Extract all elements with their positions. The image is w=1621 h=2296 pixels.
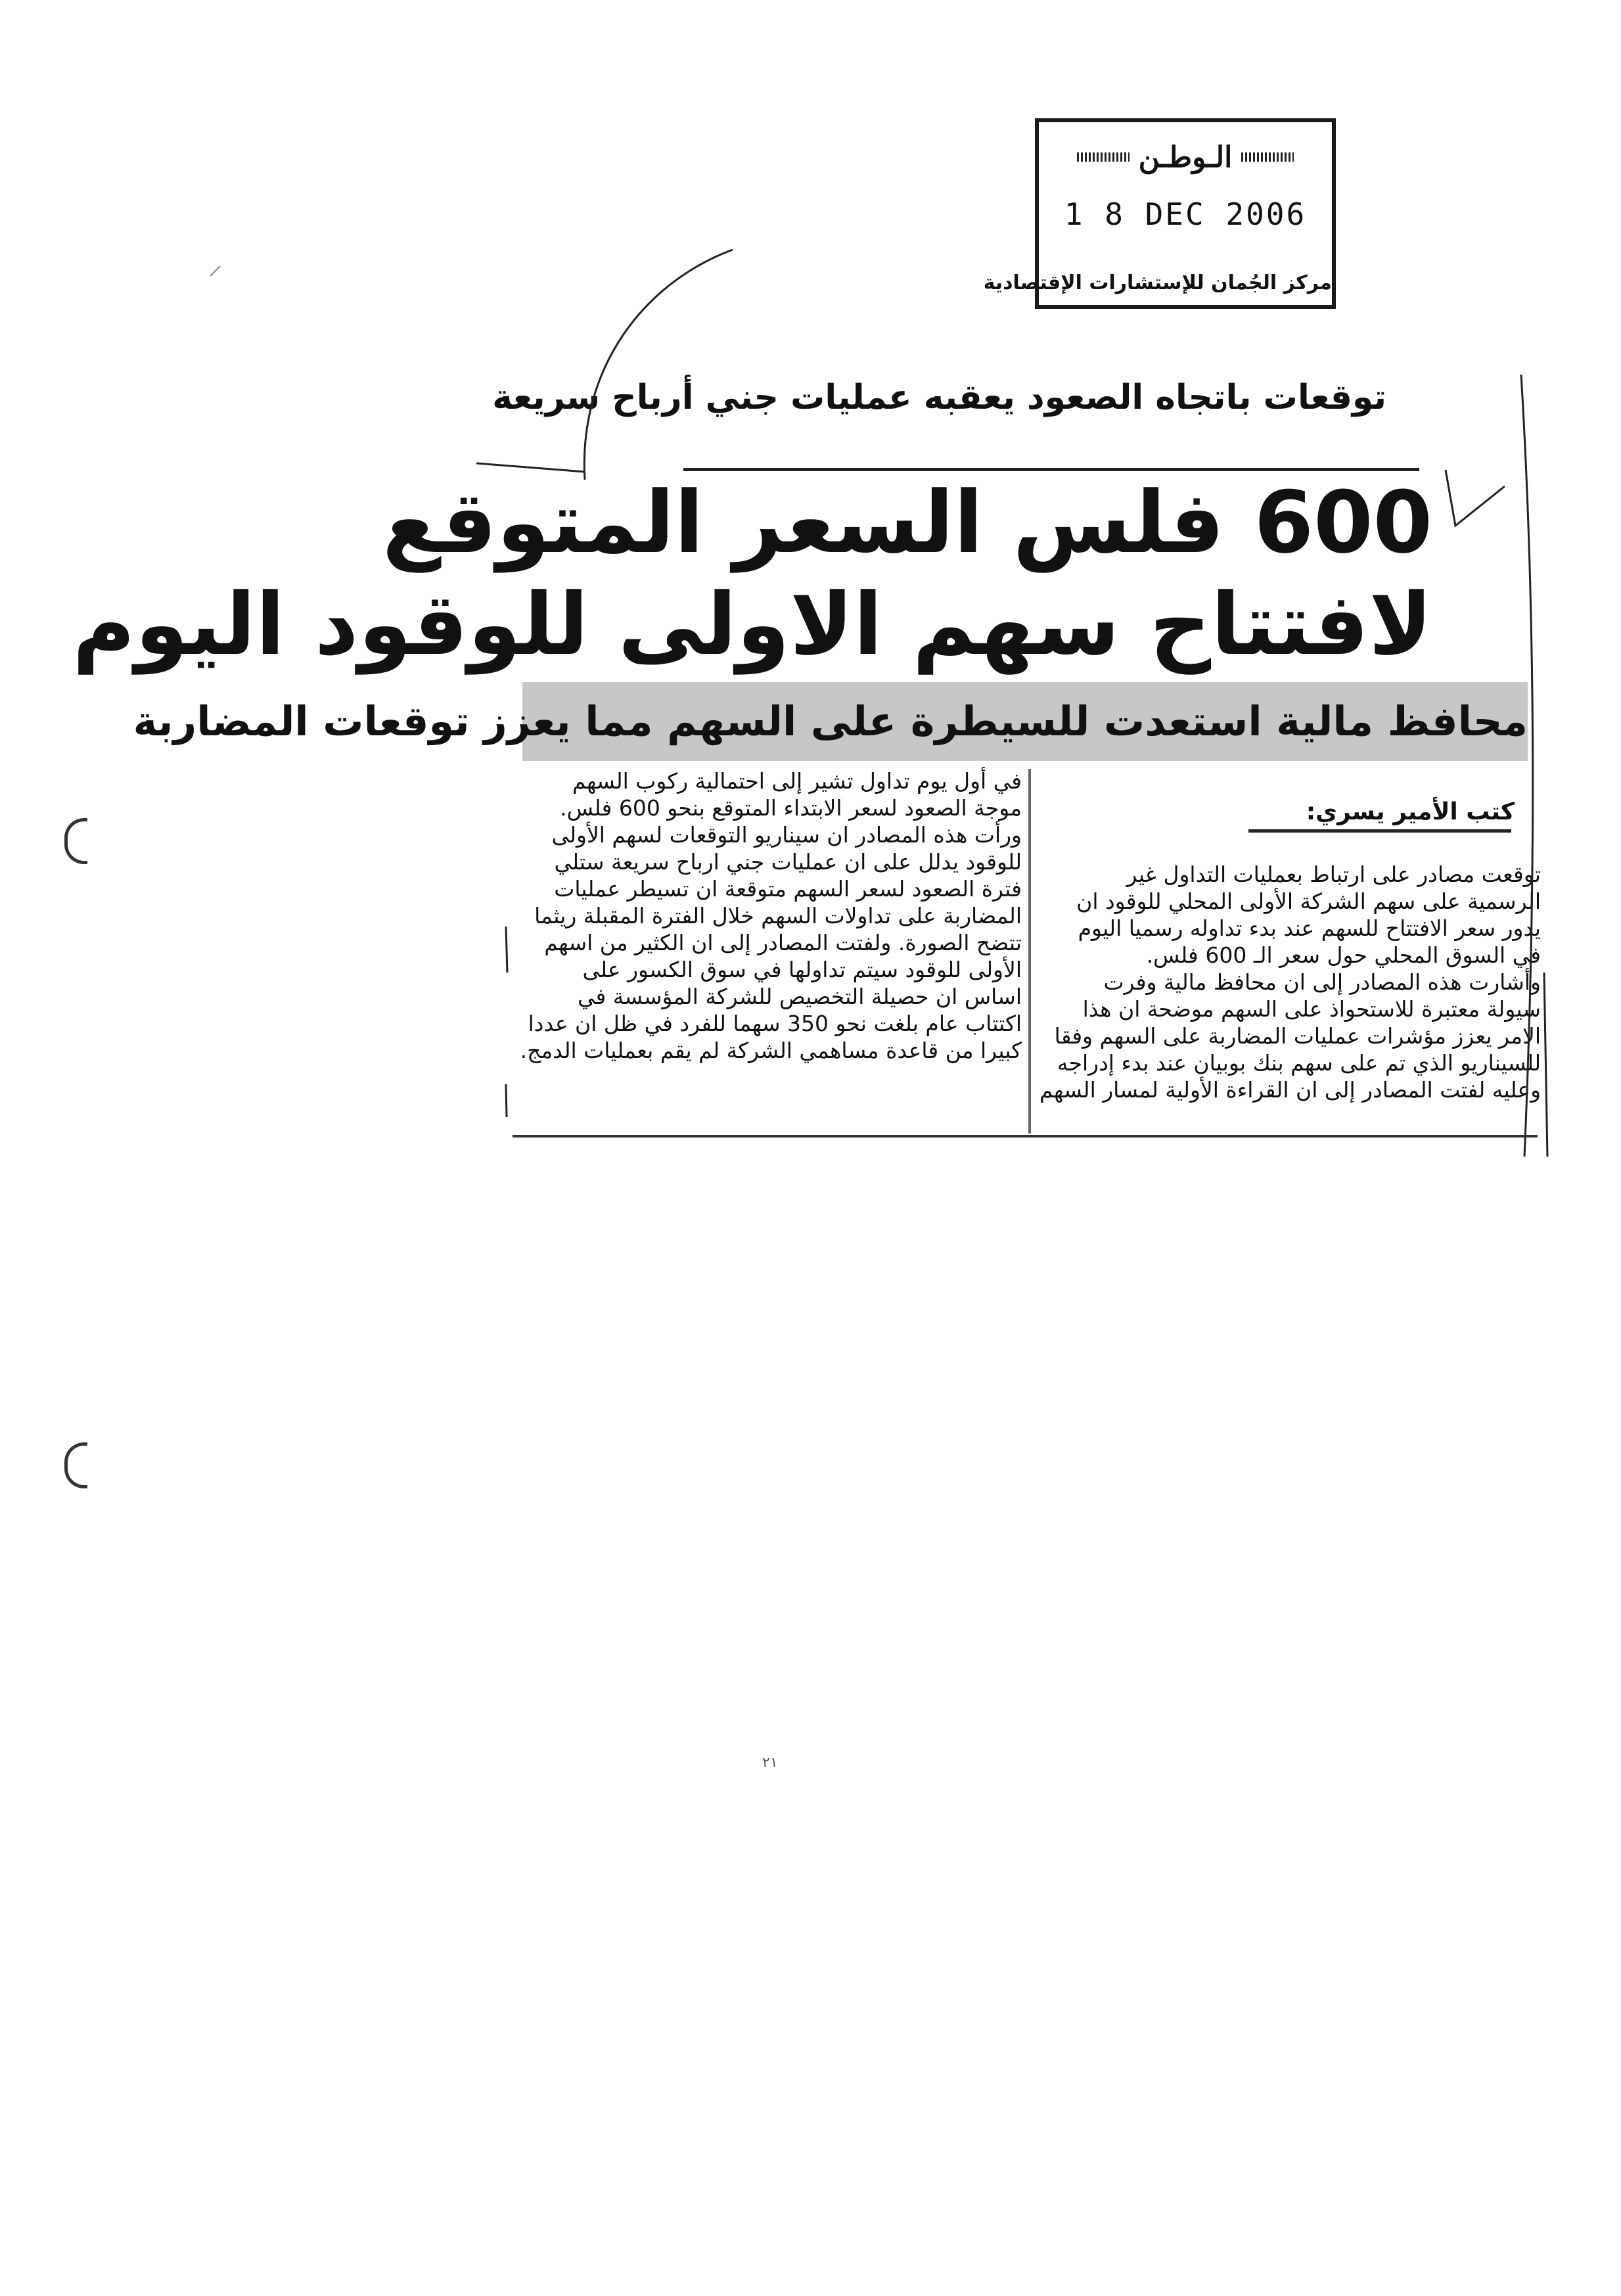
page-number: ٢١ [762,1755,778,1771]
column-line: الرسمية على سهم الشركة الأولى المحلي للوقود ان [1076,888,1541,914]
column-line: الأولى للوقود سيتم تداولها في سوق الكسور على [582,957,1022,982]
column-line: للسيناريو الذي تم على سهم بنك بوبيان عند بدء إدراجه [1057,1050,1541,1076]
pen-check-right [1446,470,1505,526]
column-line: موجة الصعود لسعر الابتداء المتوقع بنحو 600 فلس. [560,795,1022,821]
pen-line-right [1521,375,1533,1157]
column-line: المضاربة على تداولات السهم خلال الفترة المقبلة ريثما [534,903,1022,929]
byline: كتب الأمير يسري: [1306,798,1515,825]
column-line: سيولة معتبرة للاستحواذ على السهم موضحة ان هذا [1082,996,1541,1022]
subheadline-bar: محافظ مالية استعدت للسيطرة على السهم مما يعزز توقعات المضاربة [522,682,1528,761]
headline-line-2: لافتتاح سهم الاولى للوقود اليوم [72,574,1432,674]
pen-line-far-right [1544,973,1547,1157]
column-line: كبيرا من قاعدة مساهمي الشركة لم يقم بعمليات الدمج. [520,1038,1022,1063]
column-line: في أول يوم تداول تشير إلى احتمالية ركوب السهم [572,768,1022,794]
column-line: فترة الصعود لسعر السهم متوقعة ان تسيطر عمليات [554,876,1022,902]
column-line: وأشارت هذه المصادر إلى ان محافظ مالية وفرت [1103,969,1541,995]
pen-arc-left [584,250,733,480]
stamp-newspaper-name: الـوطـن [1138,141,1233,174]
column-line: في السوق المحلي حول سعر الـ 600 فلس. [1146,942,1541,968]
column-line: الامر يعزز مؤشرات عمليات المضاربة على السهم وفقا [1054,1023,1541,1049]
article-kicker: توقعات باتجاه الصعود يعقبه عمليات جني أرباح سريعة [492,378,1386,417]
column-line: ورأت هذه المصادر ان سيناريو التوقعات لسهم الأولى [551,822,1022,848]
pen-tick-left [506,927,507,973]
stamp-organization: مركز الجُمان للإستشارات الإقتصادية [983,271,1332,294]
column-line: تتضح الصورة. ولفتت المصادر إلى ان الكثير من اسهم [544,930,1022,955]
stamp-date: 1 8 DEC 2006 [1064,196,1307,232]
headline-line-1: 600 فلس السعر المتوقع [382,472,1432,572]
pen-scratch [210,266,220,276]
column-line: اكتتاب عام بلغت نحو 350 سهما للفرد في ظل ان عددا [528,1011,1022,1036]
column-line: للوقود يدلل على ان عمليات جني ارباح سريعة ستلي [554,849,1022,875]
column-line: توقعت مصادر على ارتباط بعمليات التداول غير [1126,861,1541,887]
pen-tick-left-2 [506,1084,507,1117]
column-line: اساس ان حصيلة التخصيص للشركة المؤسسة في [577,984,1022,1009]
column-line: وعليه لفتت المصادر إلى ان القراءة الأولية لمسار السهم [1039,1077,1541,1103]
column-line: يدور سعر الافتتاح للسهم عند بدء تداوله رسميا اليوم [1078,915,1541,941]
pen-stroke-left [476,463,585,472]
